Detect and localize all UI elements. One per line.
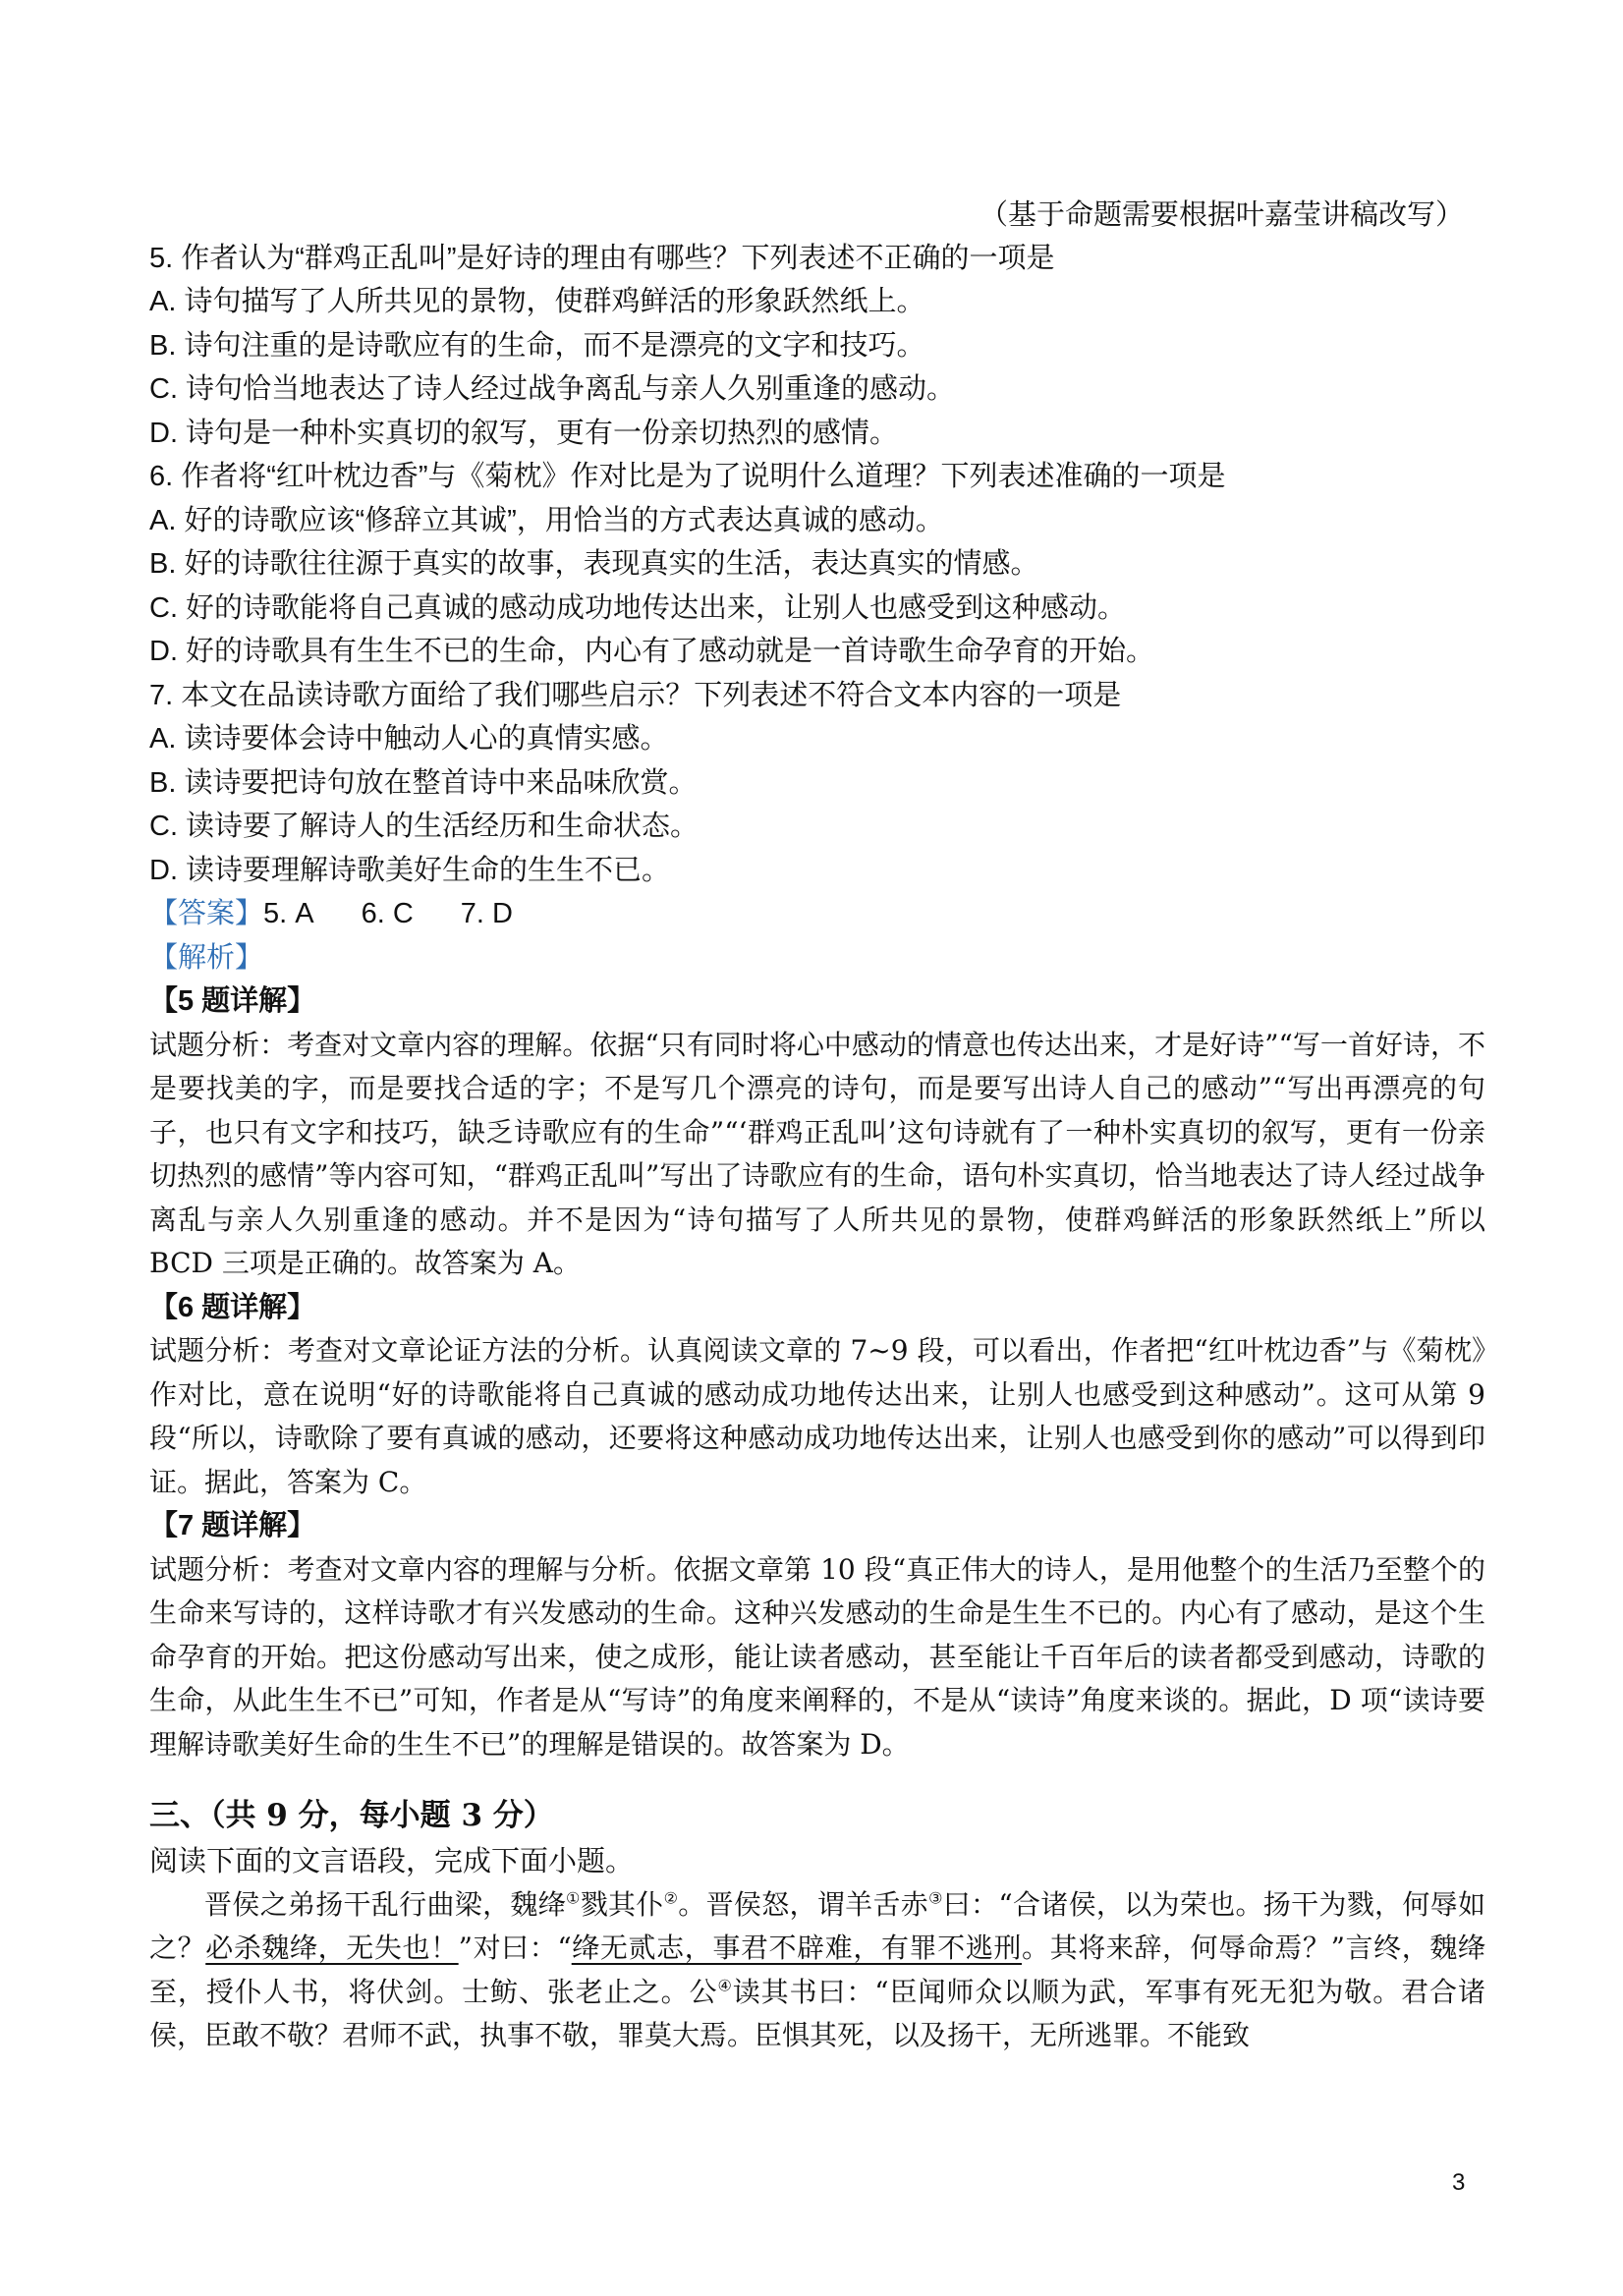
question-6 [149,455,1485,674]
detail-heading: 【7 题详解】 [149,1510,316,1541]
detail-quote: “所以，诗歌除了要有真诚的感动，还要将这种感动成功地传达出来，让别人也感受到你的感动” [177,1422,1347,1454]
question-stem: 5. 作者认为“群鸡正乱叫”是好诗的理由有哪些？下列表述不正确的一项是 [149,242,1055,274]
detail-body [149,1329,1485,1504]
footnote-marker: ③ [928,1888,943,1908]
option-c: C. 读诗要了解诗人的生活经历和生命状态。 [149,811,700,842]
option-b: B. 好的诗歌往往源于真实的故事，表现真实的生活，表达真实的情感。 [149,548,1039,580]
detail-quote: “只有同时将心中感动的情意也传达出来，才是好诗”“写一首好诗，不是要找美的字，而是要找合适的字；不是写几个漂亮的诗句，而是要写出诗人自己的感动”“写出再漂亮的句子，也只有文字和技巧，缺乏诗歌应有的生命”“‘群鸡正乱叫’这句诗就有了一种朴实真切的叙写，更有一份亲切热烈的感情” [149,1028,1485,1192]
footnote-marker: ① [566,1888,581,1908]
answer-line [149,892,1485,936]
detail-lead: 试题分析：考查对文章内容的理解。依据 [149,1028,645,1061]
detail-heading: 【5 题详解】 [149,985,316,1017]
option-d: D. 好的诗歌具有生生不已的生命，内心有了感动就是一首诗歌生命孕育的开始。 [149,636,1155,667]
option-a: A. 读诗要体会诗中触动人心的真情实感。 [149,723,669,755]
passage-text: ”对曰：“ [458,1932,572,1964]
detail-5 [149,980,1485,1286]
analysis-label: 【解析】 [149,941,264,974]
passage-text: 。晋侯怒，谓羊舌赤 [678,1887,929,1921]
underlined-sentence: 绛无贰志，事君不辟难，有罪不逃刑 [571,1932,1022,1964]
option-b: B. 读诗要把诗句放在整首诗中来品味欣赏。 [149,766,698,799]
detail-lead: 试题分析：考查对文章内容的理解与分析。依据文章第 10 段 [149,1552,892,1586]
option-d: D. 读诗要理解诗歌美好生命的生生不已。 [149,854,671,886]
detail-tail: 可知，作者是从“写诗”的角度来阐释的，不是从“读诗”角度来谈的。据此，D 项“读诗要理解诗歌美好生命的生生不已”的理解是错误的。故答案为 D。 [149,1684,1485,1761]
detail-body [149,1024,1485,1286]
page-content [149,193,1485,2058]
detail-heading: 【6 题详解】 [149,1291,316,1323]
passage-text: 读其书曰：“臣闻师众以顺为武，军事有死无犯为敬。君合诸侯，臣敢不敬？君师不武，执事不敬，罪莫大焉。臣惧其死，以及扬干，无所逃罪。不能致 [149,1975,1485,2051]
option-c: C. 诗句恰当地表达了诗人经过战争离乱与亲人久别重逢的感动。 [149,373,956,405]
section-instruction: 阅读下面的文言语段，完成下面小题。 [149,1844,635,1877]
question-5 [149,237,1485,456]
underlined-sentence: 必杀魏绛，无失也！ [205,1932,459,1964]
option-a: A. 好的诗歌应该“修辞立其诚”，用恰当的方式表达真诚的感动。 [149,504,944,536]
option-b: B. 诗句注重的是诗歌应有的生命，而不是漂亮的文字和技巧。 [149,329,925,362]
footnote-marker: ④ [717,1976,733,1995]
source-note: （基于命题需要根据叶嘉莹讲稿改写） [979,197,1464,231]
section-title: 三、（共 9 分，每小题 3 分） [149,1798,554,1833]
passage-text: 戮其仆 [580,1887,664,1921]
passage-text: 。其将来辞，何辱命焉？”言终，魏绛至，授仆人书，将伏剑。士鲂、张老止之。公 [149,1932,1485,2008]
passage-text: 晋侯之弟扬干乱行曲梁，魏绛 [204,1887,567,1921]
detail-lead: 试题分析：考查对文章论证方法的分析。认真阅读文章的 7~9 段，可以看出，作者把“红叶枕边香”与《菊枕》作对比，意在说明“好的诗歌能将自己真诚的感动成功地传达出来，让别人也感受到这种感动”。这可从第 9 段 [149,1334,1485,1454]
question-stem: 6. 作者将“红叶枕边香”与《菊枕》作对比是为了说明什么道理？下列表述准确的一项是 [149,461,1226,492]
answer-label: 【答案】 [149,898,264,929]
answer-item: 5. A [263,898,314,929]
classical-passage [149,1883,1485,2058]
detail-7 [149,1504,1485,1766]
detail-body [149,1548,1485,1767]
answer-item: 6. C [361,898,414,929]
detail-quote: “真正伟大的诗人，是用他整个的生活乃至整个的生命来写诗的，这样诗歌才有兴发感动的生命。这种兴发感动的生命是生生不已的。内心有了感动，是这个生命孕育的开始。把这份感动写出来，使之成形，能让读者感动，甚至能让千百年后的读者都受到感动，诗歌的生命，从此生生不已” [149,1552,1485,1716]
option-a: A. 诗句描写了人所共见的景物，使群鸡鲜活的形象跃然纸上。 [149,286,925,317]
passage-text: 曰：“合诸侯，以为荣也。扬干为戮，何辱如之？ [149,1887,1485,1964]
detail-tail: 等内容可知，“群鸡正乱叫”写出了诗歌应有的生命，语句朴实真切，恰当地表达了诗人经过战争离乱与亲人久别重逢的感动。并不是因为“诗句描写了人所共见的景物，使群鸡鲜活的形象跃然纸上”所以 BCD 三项是正确的。故答案为 A。 [149,1159,1485,1279]
question-stem: 7. 本文在品读诗歌方面给了我们哪些启示？下列表述不符合文本内容的一项是 [149,679,1122,711]
page-number: 3 [1452,2169,1466,2196]
detail-6 [149,1286,1485,1505]
option-d: D. 诗句是一种朴实真切的叙写，更有一份亲切热烈的感情。 [149,417,899,449]
detail-tail: 可以得到印证。据此，答案为 C。 [149,1422,1485,1498]
answer-item: 7. D [460,898,513,929]
footnote-marker: ② [663,1888,679,1908]
question-7 [149,674,1485,893]
option-c: C. 好的诗歌能将自己真诚的感动成功地传达出来，让别人也感受到这种感动。 [149,591,1127,624]
